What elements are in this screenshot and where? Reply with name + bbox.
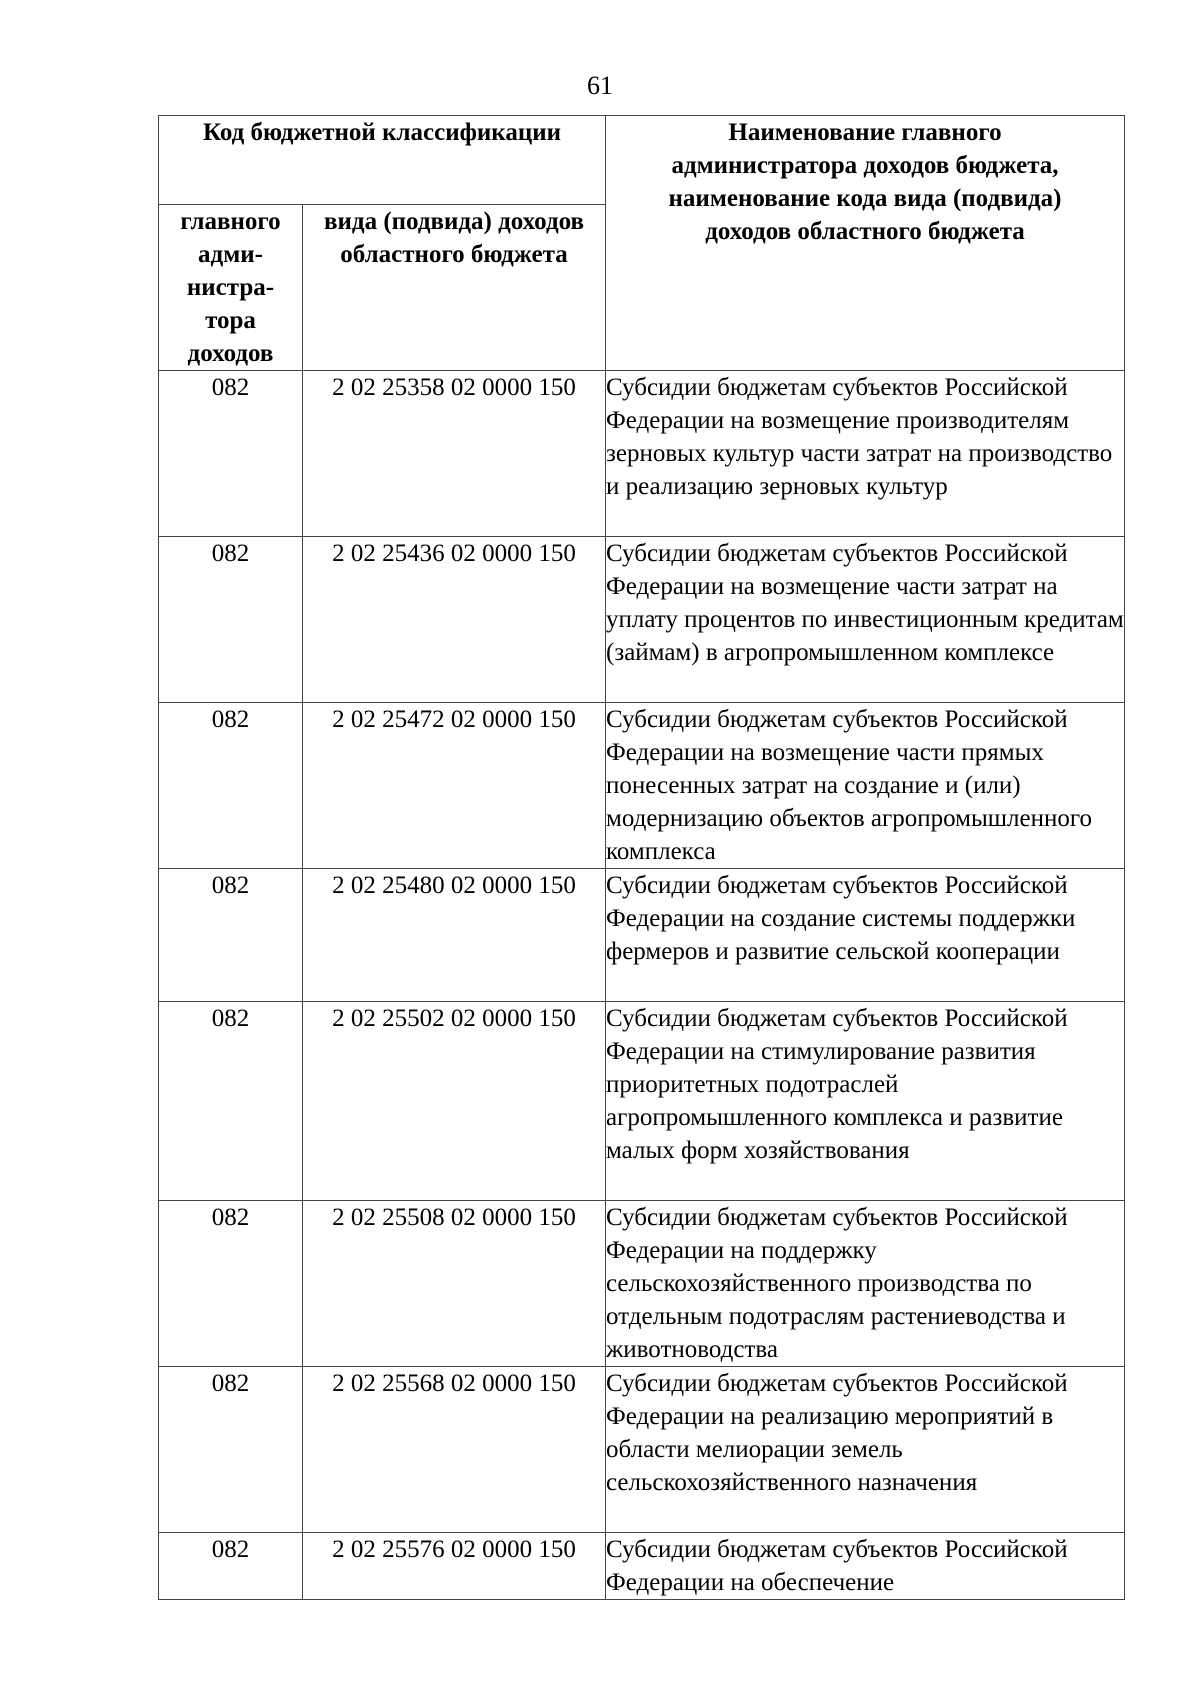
income-code-cell: 2 02 25436 02 0000 150	[303, 537, 606, 703]
income-name-cell: Субсидии бюджетам субъектов Российской Федерации на возмещение производителям зерновых культур части затрат на производство и реализацию зерновых культур	[606, 371, 1125, 537]
header-group-title: Код бюджетной классификации	[159, 116, 606, 205]
income-name-cell: Субсидии бюджетам субъектов Российской Федерации на обеспечение	[606, 1533, 1125, 1600]
income-name-cell: Субсидии бюджетам субъектов Российской Федерации на стимулирование развития приоритетных подотраслей агропромышленного комплекса и развитие малых форм хозяйствования	[606, 1002, 1125, 1201]
income-name-cell: Субсидии бюджетам субъектов Российской Федерации на возмещение части прямых понесенных затрат на создание и (или) модернизацию объектов агропромышленного комплекса	[606, 703, 1125, 869]
income-code-cell: 2 02 25358 02 0000 150	[303, 371, 606, 537]
income-name-cell: Субсидии бюджетам субъектов Российской Федерации на возмещение части затрат на уплату процентов по инвестиционным кредитам (займам) в агропромышленном комплексе	[606, 537, 1125, 703]
income-name-cell: Субсидии бюджетам субъектов Российской Федерации на создание системы поддержки фермеров и развитие сельской кооперации	[606, 869, 1125, 1002]
admin-code-cell: 082	[159, 1367, 303, 1533]
header-name-column	[606, 116, 1125, 371]
table-row	[159, 1201, 1125, 1367]
income-code-cell: 2 02 25480 02 0000 150	[303, 869, 606, 1002]
income-code-cell: 2 02 25508 02 0000 150	[303, 1201, 606, 1367]
header-name-text: Наименование главного администратора доходов бюджета, наименование кода вида (подвида) доходов областного бюджета	[668, 119, 1062, 245]
income-code-cell: 2 02 25472 02 0000 150	[303, 703, 606, 869]
budget-classification-table	[158, 115, 1125, 1600]
table-row	[159, 1533, 1125, 1600]
page-number: 61	[587, 71, 613, 100]
table-row	[159, 703, 1125, 869]
admin-code-cell: 082	[159, 371, 303, 537]
admin-code-cell: 082	[159, 703, 303, 869]
admin-code-cell: 082	[159, 1201, 303, 1367]
income-code-cell: 2 02 25502 02 0000 150	[303, 1002, 606, 1201]
table-row	[159, 537, 1125, 703]
admin-code-cell: 082	[159, 1533, 303, 1600]
table-row	[159, 869, 1125, 1002]
header-admin-text: главного адми-нистра-тора доходов	[180, 208, 281, 367]
income-name-cell: Субсидии бюджетам субъектов Российской Федерации на поддержку сельскохозяйственного производства по отдельным подотраслям растениеводства и животноводства	[606, 1201, 1125, 1367]
header-kind-column	[303, 205, 606, 371]
table-row	[159, 1367, 1125, 1533]
header-kind-text: вида (подвида) доходов областного бюджета	[324, 208, 584, 268]
table-row	[159, 371, 1125, 537]
income-name-cell: Субсидии бюджетам субъектов Российской Федерации на реализацию мероприятий в области мелиорации земель сельскохозяйственного назначения	[606, 1367, 1125, 1533]
admin-code-cell: 082	[159, 537, 303, 703]
income-code-cell: 2 02 25576 02 0000 150	[303, 1533, 606, 1600]
table-row	[159, 1002, 1125, 1201]
admin-code-cell: 082	[159, 1002, 303, 1201]
income-code-cell: 2 02 25568 02 0000 150	[303, 1367, 606, 1533]
header-admin-column	[159, 205, 303, 371]
admin-code-cell: 082	[159, 869, 303, 1002]
